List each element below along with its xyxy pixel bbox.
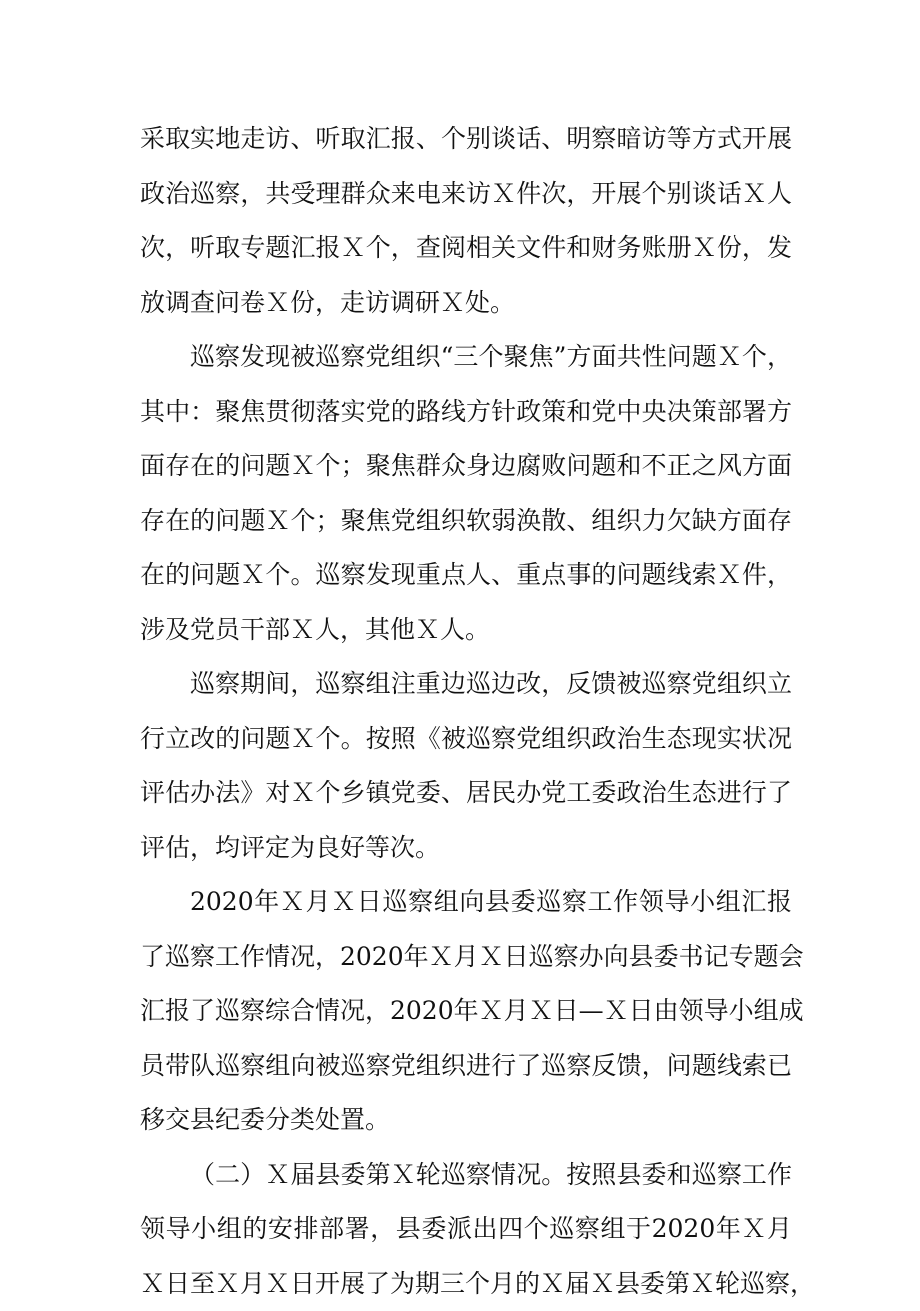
- paragraph-1: [140, 112, 792, 330]
- paragraph-line: 采取实地走访、听取汇报、个别谈话、明察暗访等方式开展: [140, 112, 792, 167]
- paragraph-line: 汇报了巡察综合情况，2020年Ｘ月Ｘ日—Ｘ日由领导小组成: [140, 984, 792, 1039]
- paragraph-3: [140, 657, 792, 875]
- paragraph-line: 其中：聚焦贯彻落实党的路线方针政策和党中央决策部署方: [140, 385, 792, 440]
- paragraph-line: 巡察期间，巡察组注重边巡边改，反馈被巡察党组织立: [140, 657, 792, 712]
- paragraph-line: 评估，均评定为良好等次。: [140, 821, 792, 876]
- paragraph-line: 政治巡察，共受理群众来电来访Ｘ件次，开展个别谈话Ｘ人: [140, 167, 792, 222]
- document-body: [140, 112, 792, 1311]
- paragraph-5: [140, 1148, 792, 1311]
- paragraph-line: 评估办法》对Ｘ个乡镇党委、居民办党工委政治生态进行了: [140, 766, 792, 821]
- paragraph-line: 巡察发现被巡察党组织“三个聚焦”方面共性问题Ｘ个，: [140, 330, 792, 385]
- paragraph-2: [140, 330, 792, 657]
- paragraph-line: 领导小组的安排部署，县委派出四个巡察组于2020年Ｘ月: [140, 1202, 792, 1257]
- paragraph-line: 在的问题Ｘ个。巡察发现重点人、重点事的问题线索Ｘ件，: [140, 548, 792, 603]
- paragraph-line: 员带队巡察组向被巡察党组织进行了巡察反馈，问题线索已: [140, 1039, 792, 1094]
- paragraph-line: 移交县纪委分类处置。: [140, 1093, 792, 1148]
- paragraph-line: 次，听取专题汇报Ｘ个，查阅相关文件和财务账册Ｘ份，发: [140, 221, 792, 276]
- paragraph-line: 行立改的问题Ｘ个。按照《被巡察党组织政治生态现实状况: [140, 712, 792, 767]
- paragraph-line: 了巡察工作情况，2020年Ｘ月Ｘ日巡察办向县委书记专题会: [140, 930, 792, 985]
- paragraph-4: [140, 875, 792, 1148]
- paragraph-line: 2020年Ｘ月Ｘ日巡察组向县委巡察工作领导小组汇报: [140, 875, 792, 930]
- paragraph-line: （二）Ｘ届县委第Ｘ轮巡察情况。按照县委和巡察工作: [140, 1148, 792, 1203]
- paragraph-line: 面存在的问题Ｘ个；聚焦群众身边腐败问题和不正之风方面: [140, 439, 792, 494]
- paragraph-line: 存在的问题Ｘ个；聚焦党组织软弱涣散、组织力欠缺方面存: [140, 494, 792, 549]
- paragraph-line: Ｘ日至Ｘ月Ｘ日开展了为期三个月的Ｘ届Ｘ县委第Ｘ轮巡察，: [140, 1257, 792, 1311]
- paragraph-line: 放调查问卷Ｘ份，走访调研Ｘ处。: [140, 276, 792, 331]
- paragraph-line: 涉及党员干部Ｘ人，其他Ｘ人。: [140, 603, 792, 658]
